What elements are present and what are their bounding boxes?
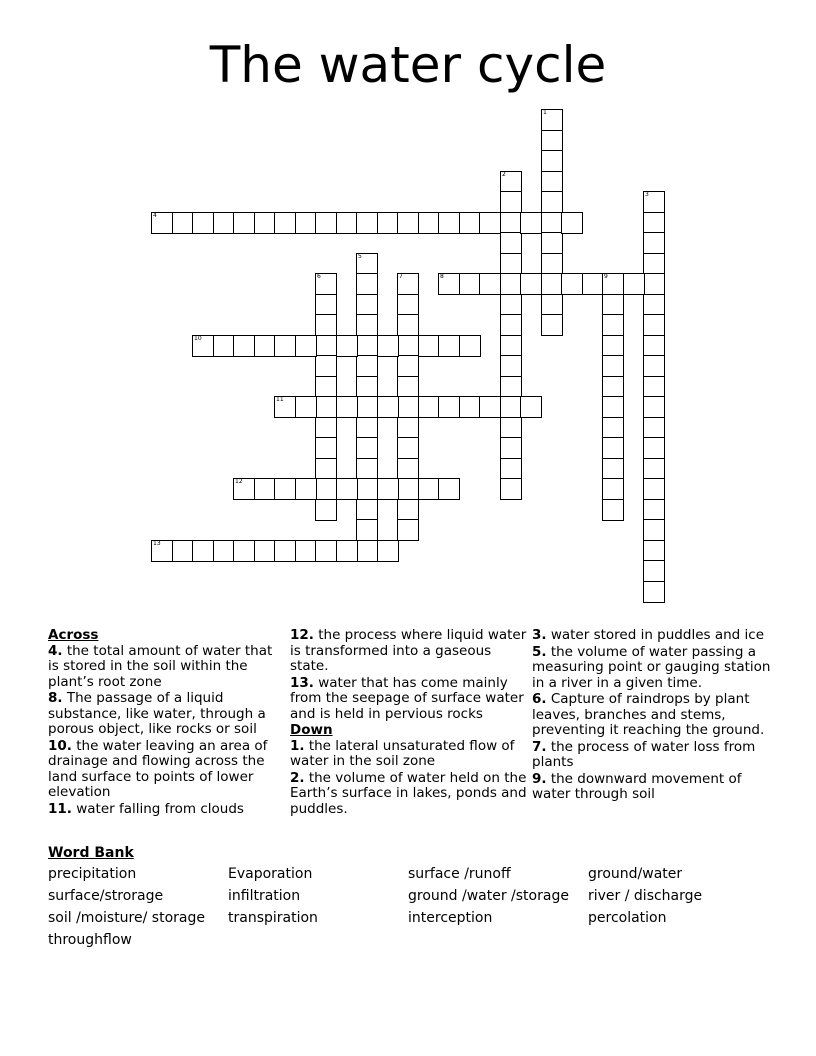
crossword-cell[interactable] xyxy=(500,355,522,377)
crossword-cell[interactable] xyxy=(377,396,399,418)
crossword-cell[interactable] xyxy=(500,191,522,213)
crossword-cell[interactable] xyxy=(397,376,419,398)
crossword-cell[interactable] xyxy=(500,458,522,480)
crossword-cell[interactable] xyxy=(356,376,378,398)
crossword-cell[interactable] xyxy=(315,335,337,357)
crossword-cell[interactable] xyxy=(397,355,419,377)
crossword-cell[interactable] xyxy=(356,253,378,275)
word-bank-heading: Word Bank xyxy=(48,845,134,861)
clue-text: The passage of a liquid substance, like water, through a porous object, like rocks or soil xyxy=(48,690,266,737)
crossword-cell[interactable] xyxy=(459,273,481,295)
crossword-cell[interactable] xyxy=(623,273,645,295)
down-heading: Down xyxy=(290,722,333,738)
clue-number: 8. xyxy=(48,690,63,706)
clue-number: 9. xyxy=(532,770,547,787)
crossword-cell[interactable] xyxy=(233,540,255,562)
crossword-cell[interactable] xyxy=(397,273,419,295)
word-bank-item: transpiration xyxy=(228,910,318,926)
clue-number: 10. xyxy=(48,737,72,754)
crossword-cell[interactable] xyxy=(274,212,296,234)
crossword-cell[interactable] xyxy=(643,273,665,295)
crossword-cell[interactable] xyxy=(643,191,665,213)
crossword-cell[interactable] xyxy=(254,335,276,357)
crossword-cell[interactable] xyxy=(520,212,542,234)
crossword-cell[interactable] xyxy=(356,519,378,541)
crossword-cell[interactable] xyxy=(295,540,317,562)
crossword-cell[interactable] xyxy=(356,478,378,500)
crossword-cell[interactable] xyxy=(500,314,522,336)
crossword-cell[interactable] xyxy=(602,294,624,316)
crossword-cell[interactable] xyxy=(336,212,358,234)
crossword-cell[interactable] xyxy=(377,335,399,357)
clue-across-12 xyxy=(290,628,530,675)
cell-number: 2 xyxy=(502,171,506,178)
word-bank xyxy=(48,845,768,949)
clue-text: the downward movement of water through soil xyxy=(532,770,742,802)
crossword-cell[interactable] xyxy=(418,335,440,357)
clue-number: 4. xyxy=(48,642,63,659)
clue-across-13 xyxy=(290,676,530,723)
word-bank-item: surface/strorage xyxy=(48,888,164,904)
clue-down-2 xyxy=(290,771,530,818)
crossword-cell[interactable] xyxy=(233,335,255,357)
clue-text: water falling from clouds xyxy=(76,800,244,817)
cell-number: 11 xyxy=(276,396,284,403)
cell-number: 1 xyxy=(543,109,547,116)
crossword-cell[interactable] xyxy=(356,417,378,439)
crossword-cell[interactable] xyxy=(541,130,563,152)
crossword-cell[interactable] xyxy=(336,335,358,357)
crossword-cell[interactable] xyxy=(254,212,276,234)
clue-text: the lateral unsaturated flow of water in the soil zone xyxy=(290,737,515,769)
crossword-cell[interactable] xyxy=(500,212,522,234)
clue-text: the volume of water held on the Earth’s surface in lakes, ponds and puddles. xyxy=(290,769,527,817)
crossword-cell[interactable] xyxy=(643,478,665,500)
clue-number: 12. xyxy=(290,627,314,643)
crossword-cell[interactable] xyxy=(541,109,563,131)
crossword-cell[interactable] xyxy=(602,396,624,418)
clue-number: 13. xyxy=(290,674,314,691)
clue-text: water that has come mainly from the seepage of surface water and is held in pervious rocks xyxy=(290,674,524,722)
word-bank-item: throughflow xyxy=(48,932,132,948)
crossword-cell[interactable] xyxy=(602,335,624,357)
crossword-cell[interactable] xyxy=(192,335,214,357)
crossword-cell[interactable] xyxy=(438,478,460,500)
crossword-cell[interactable] xyxy=(438,335,460,357)
crossword-cell[interactable] xyxy=(274,478,296,500)
word-bank-item: Evaporation xyxy=(228,866,313,882)
crossword-cell[interactable] xyxy=(356,396,378,418)
clue-text: the process of water loss from plants xyxy=(532,738,756,770)
crossword-cell[interactable] xyxy=(500,294,522,316)
crossword-cell[interactable] xyxy=(643,212,665,234)
crossword-cell[interactable] xyxy=(643,396,665,418)
clue-down-3 xyxy=(532,628,772,644)
crossword-cell[interactable] xyxy=(336,396,358,418)
cell-number: 6 xyxy=(317,273,321,280)
cell-number: 8 xyxy=(440,273,444,280)
crossword-cell[interactable] xyxy=(602,355,624,377)
clue-number: 5. xyxy=(532,643,547,660)
word-bank-item: surface /runoff xyxy=(408,866,511,882)
crossword-cell[interactable] xyxy=(377,478,399,500)
crossword-cell[interactable] xyxy=(418,478,440,500)
crossword-cell[interactable] xyxy=(643,294,665,316)
crossword-cell[interactable] xyxy=(397,458,419,480)
crossword-cell[interactable] xyxy=(213,335,235,357)
word-bank-item: precipitation xyxy=(48,866,137,882)
crossword-cell[interactable] xyxy=(315,273,337,295)
cell-number: 9 xyxy=(604,273,608,280)
clue-number: 6. xyxy=(532,691,547,707)
crossword-cell[interactable] xyxy=(500,253,522,275)
across-heading: Across xyxy=(48,627,99,643)
crossword-cell[interactable] xyxy=(541,150,563,172)
crossword-cell[interactable] xyxy=(643,519,665,541)
crossword-cell[interactable] xyxy=(397,396,419,418)
word-bank-item: infiltration xyxy=(228,888,301,904)
crossword-cell[interactable] xyxy=(192,540,214,562)
crossword-cell[interactable] xyxy=(172,540,194,562)
crossword-cell[interactable] xyxy=(356,458,378,480)
crossword-cell[interactable] xyxy=(500,273,522,295)
crossword-cell[interactable] xyxy=(643,560,665,582)
crossword-cell[interactable] xyxy=(541,314,563,336)
word-bank-item: soil /moisture/ storage xyxy=(48,910,205,926)
crossword-cell[interactable] xyxy=(397,314,419,336)
crossword-cell[interactable] xyxy=(213,540,235,562)
crossword-cell[interactable] xyxy=(295,396,317,418)
crossword-cell[interactable] xyxy=(315,212,337,234)
crossword-cell[interactable] xyxy=(561,273,583,295)
clues-column-3 xyxy=(532,628,772,804)
crossword-cell[interactable] xyxy=(315,417,337,439)
crossword-cell[interactable] xyxy=(315,499,337,521)
crossword-cell[interactable] xyxy=(315,294,337,316)
clue-text: Capture of raindrops by plant leaves, branches and stems, preventing it reaching the ground. xyxy=(532,691,765,738)
clue-across-4 xyxy=(48,644,280,691)
crossword-cell[interactable] xyxy=(377,540,399,562)
crossword-cell[interactable] xyxy=(274,335,296,357)
crossword-cell[interactable] xyxy=(643,437,665,459)
crossword-cell[interactable] xyxy=(356,335,378,357)
crossword-cell[interactable] xyxy=(602,478,624,500)
clue-text: water stored in puddles and ice xyxy=(550,627,765,643)
crossword-cell[interactable] xyxy=(541,191,563,213)
clue-text: the volume of water passing a measuring point or gauging station in a river in a given time. xyxy=(532,643,771,691)
crossword-cell[interactable] xyxy=(479,396,501,418)
crossword-cell[interactable] xyxy=(602,458,624,480)
crossword-cell[interactable] xyxy=(602,499,624,521)
crossword-cell[interactable] xyxy=(418,396,440,418)
crossword-cell[interactable] xyxy=(315,376,337,398)
crossword-cell[interactable] xyxy=(459,212,481,234)
cell-number: 3 xyxy=(645,191,649,198)
clue-text: the process where liquid water is transformed into a gaseous state. xyxy=(290,627,527,674)
crossword-cell[interactable] xyxy=(397,212,419,234)
crossword-cell[interactable] xyxy=(295,212,317,234)
crossword-cell[interactable] xyxy=(151,212,173,234)
crossword-cell[interactable] xyxy=(602,314,624,336)
cell-number: 12 xyxy=(235,478,243,485)
crossword-cell[interactable] xyxy=(213,212,235,234)
crossword-cell[interactable] xyxy=(356,212,378,234)
crossword-cell[interactable] xyxy=(541,294,563,316)
crossword-cell[interactable] xyxy=(336,478,358,500)
crossword-cell[interactable] xyxy=(500,335,522,357)
crossword-cell[interactable] xyxy=(643,314,665,336)
clues-column-1 xyxy=(48,628,280,818)
clue-number: 7. xyxy=(532,738,547,755)
crossword-cell[interactable] xyxy=(233,478,255,500)
crossword-cell[interactable] xyxy=(500,376,522,398)
crossword-cell[interactable] xyxy=(541,171,563,193)
clues-column-2 xyxy=(290,628,530,818)
crossword-cell[interactable] xyxy=(643,376,665,398)
crossword-cell[interactable] xyxy=(582,273,604,295)
crossword-cell[interactable] xyxy=(254,540,276,562)
crossword-cell[interactable] xyxy=(643,458,665,480)
crossword-cell[interactable] xyxy=(397,478,419,500)
crossword-cell[interactable] xyxy=(561,212,583,234)
crossword-cell[interactable] xyxy=(356,540,378,562)
crossword-cell[interactable] xyxy=(356,355,378,377)
crossword-cell[interactable] xyxy=(151,540,173,562)
crossword-cell[interactable] xyxy=(541,212,563,234)
clue-down-7 xyxy=(532,740,772,771)
clue-number: 1. xyxy=(290,737,305,754)
clue-across-10 xyxy=(48,739,280,801)
cell-number: 13 xyxy=(153,540,161,547)
clue-down-6 xyxy=(532,692,772,739)
clue-down-9 xyxy=(532,772,772,803)
crossword-cell[interactable] xyxy=(274,396,296,418)
crossword-cell[interactable] xyxy=(254,478,276,500)
cell-number: 5 xyxy=(358,253,362,260)
crossword-cell[interactable] xyxy=(520,273,542,295)
crossword-cell[interactable] xyxy=(315,437,337,459)
crossword-cell[interactable] xyxy=(377,212,399,234)
clue-number: 3. xyxy=(532,627,547,643)
crossword-cell[interactable] xyxy=(418,212,440,234)
clue-across-8 xyxy=(48,691,280,738)
crossword-cell[interactable] xyxy=(315,396,337,418)
crossword-cell[interactable] xyxy=(602,417,624,439)
crossword-cell[interactable] xyxy=(500,437,522,459)
crossword-cell[interactable] xyxy=(172,212,194,234)
clue-across-11 xyxy=(48,802,280,818)
word-bank-list xyxy=(48,866,768,949)
crossword-cell[interactable] xyxy=(397,417,419,439)
word-bank-item: ground/water xyxy=(588,866,683,882)
word-bank-item: ground /water /storage xyxy=(408,888,569,904)
crossword-cell[interactable] xyxy=(500,232,522,254)
crossword-cell[interactable] xyxy=(233,212,255,234)
crossword-cell[interactable] xyxy=(479,212,501,234)
crossword-cell[interactable] xyxy=(541,273,563,295)
cell-number: 10 xyxy=(194,335,202,342)
crossword-cell[interactable] xyxy=(356,314,378,336)
crossword-cell[interactable] xyxy=(643,417,665,439)
crossword-cell[interactable] xyxy=(602,376,624,398)
crossword-cell[interactable] xyxy=(295,478,317,500)
crossword-cell[interactable] xyxy=(520,396,542,418)
crossword-cell[interactable] xyxy=(356,437,378,459)
crossword-cell[interactable] xyxy=(356,294,378,316)
crossword-cell[interactable] xyxy=(397,294,419,316)
crossword-cell[interactable] xyxy=(643,540,665,562)
crossword-cell[interactable] xyxy=(315,458,337,480)
crossword-cell[interactable] xyxy=(459,396,481,418)
crossword-cell[interactable] xyxy=(500,478,522,500)
cell-number: 7 xyxy=(399,273,403,280)
crossword-cell[interactable] xyxy=(602,437,624,459)
word-bank-item: interception xyxy=(408,910,493,926)
crossword-cell[interactable] xyxy=(541,253,563,275)
crossword-cell[interactable] xyxy=(295,335,317,357)
crossword-cell[interactable] xyxy=(315,540,337,562)
crossword-cell[interactable] xyxy=(643,355,665,377)
crossword-cell[interactable] xyxy=(643,253,665,275)
crossword-cell[interactable] xyxy=(397,335,419,357)
crossword-cell[interactable] xyxy=(643,581,665,603)
crossword-cell[interactable] xyxy=(315,355,337,377)
crossword-cell[interactable] xyxy=(356,273,378,295)
crossword-cell[interactable] xyxy=(459,335,481,357)
clue-text: the water leaving an area of drainage and flowing across the land surface to points of lower elevation xyxy=(48,737,268,800)
clue-down-1 xyxy=(290,739,530,770)
crossword-cell[interactable] xyxy=(479,273,501,295)
word-bank-item: percolation xyxy=(588,910,667,926)
crossword-cell[interactable] xyxy=(356,499,378,521)
crossword-cell[interactable] xyxy=(315,314,337,336)
crossword-cell[interactable] xyxy=(643,335,665,357)
crossword-cell[interactable] xyxy=(315,478,337,500)
crossword-cell[interactable] xyxy=(274,540,296,562)
crossword-cell[interactable] xyxy=(438,212,460,234)
clue-down-5 xyxy=(532,645,772,692)
word-bank-item: river / discharge xyxy=(588,888,703,904)
page-title: The water cycle xyxy=(209,36,607,94)
crossword-cell[interactable] xyxy=(192,212,214,234)
cell-number: 4 xyxy=(153,212,157,219)
clue-text: the total amount of water that is stored in the soil within the plant’s root zone xyxy=(48,642,273,690)
crossword-cell[interactable] xyxy=(643,232,665,254)
clue-number: 2. xyxy=(290,769,305,786)
crossword-cell[interactable] xyxy=(438,396,460,418)
crossword-cell[interactable] xyxy=(643,499,665,521)
crossword-cell[interactable] xyxy=(500,417,522,439)
crossword-cell[interactable] xyxy=(500,171,522,193)
clue-number: 11. xyxy=(48,800,72,817)
crossword-cell[interactable] xyxy=(397,499,419,521)
crossword-cell[interactable] xyxy=(602,273,624,295)
crossword-cell[interactable] xyxy=(500,396,522,418)
crossword-cell[interactable] xyxy=(541,232,563,254)
crossword-cell[interactable] xyxy=(397,519,419,541)
crossword-cell[interactable] xyxy=(438,273,460,295)
crossword-cell[interactable] xyxy=(397,437,419,459)
crossword-cell[interactable] xyxy=(336,540,358,562)
